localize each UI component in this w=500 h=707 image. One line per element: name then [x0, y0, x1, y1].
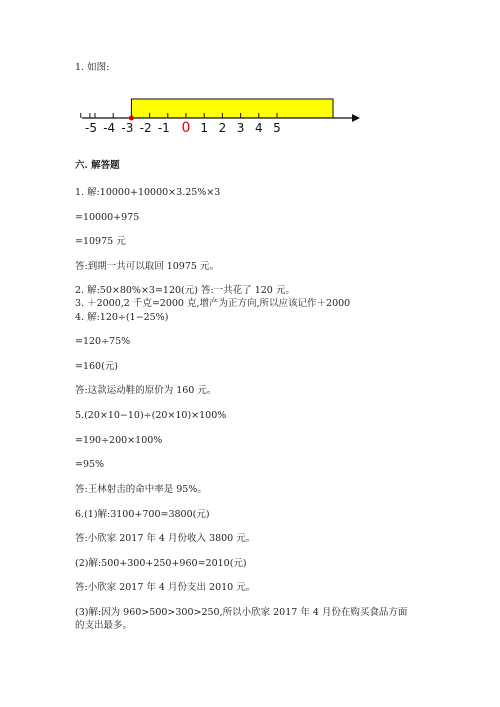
answer-line: 5.(20×10−10)÷(20×10)×100%: [75, 410, 227, 421]
answer-line: 答:王林射击的命中率是 95%。: [75, 484, 207, 495]
tick-label: 1: [200, 121, 209, 135]
tick-label: -5: [85, 121, 97, 135]
tick-label: 2: [218, 121, 227, 135]
answer-line: 1. 解:10000+10000×3.25%×3: [75, 187, 221, 198]
answer-line: =95%: [75, 459, 105, 470]
tick-label: 0: [181, 120, 191, 136]
marked-point: [129, 116, 134, 121]
section-title: 六. 解答题: [75, 160, 120, 171]
tick-label: -2: [139, 121, 152, 135]
answer-line: =10000+975: [75, 212, 140, 223]
tick-label: 5: [273, 121, 281, 135]
answer-line: (3)解:因为 960>500>300>250,所以小欣家 2017 年 4 月份在购买食品方面: [75, 607, 408, 618]
answer-line: (2)解:500+300+250+960=2010(元): [75, 558, 247, 569]
tick-label: -1: [157, 121, 170, 135]
answer-line: =120÷75%: [75, 336, 131, 347]
answer-line: =160(元): [75, 361, 119, 372]
shaded-region: [131, 99, 333, 118]
tick-label: -4: [103, 121, 116, 135]
tick-label: 3: [236, 121, 245, 135]
answer-line: 3. ＋2000,2 千克=2000 克,增产为正方向,所以应该记作＋2000: [75, 298, 351, 309]
answer-line: =10975 元: [75, 236, 126, 247]
answer-line: 6.(1)解:3100+700=3800(元): [75, 509, 210, 520]
answer-line: =190÷200×100%: [75, 435, 163, 446]
number-line-figure: [0, 0, 500, 140]
answer-line: 答:这款运动鞋的原价为 160 元。: [75, 385, 217, 396]
answer-line: 答:到期一共可以取回 10975 元。: [75, 261, 219, 272]
answer-line: 答:小欣家 2017 年 4 月份支出 2010 元。: [75, 582, 256, 593]
answer-line: 4. 解:120÷(1−25%): [75, 312, 169, 323]
question-1-label: 1. 如图:: [75, 62, 110, 73]
tick-label: 4: [254, 121, 263, 135]
arrow-head: [352, 114, 360, 122]
answer-line: 2. 解:50×80%×3=120(元) 答:一共花了 120 元。: [75, 285, 295, 296]
answer-line: 的支出最多。: [75, 620, 133, 631]
answer-line: 答:小欣家 2017 年 4 月份收入 3800 元。: [75, 533, 256, 544]
tick-label: -3: [121, 121, 134, 135]
